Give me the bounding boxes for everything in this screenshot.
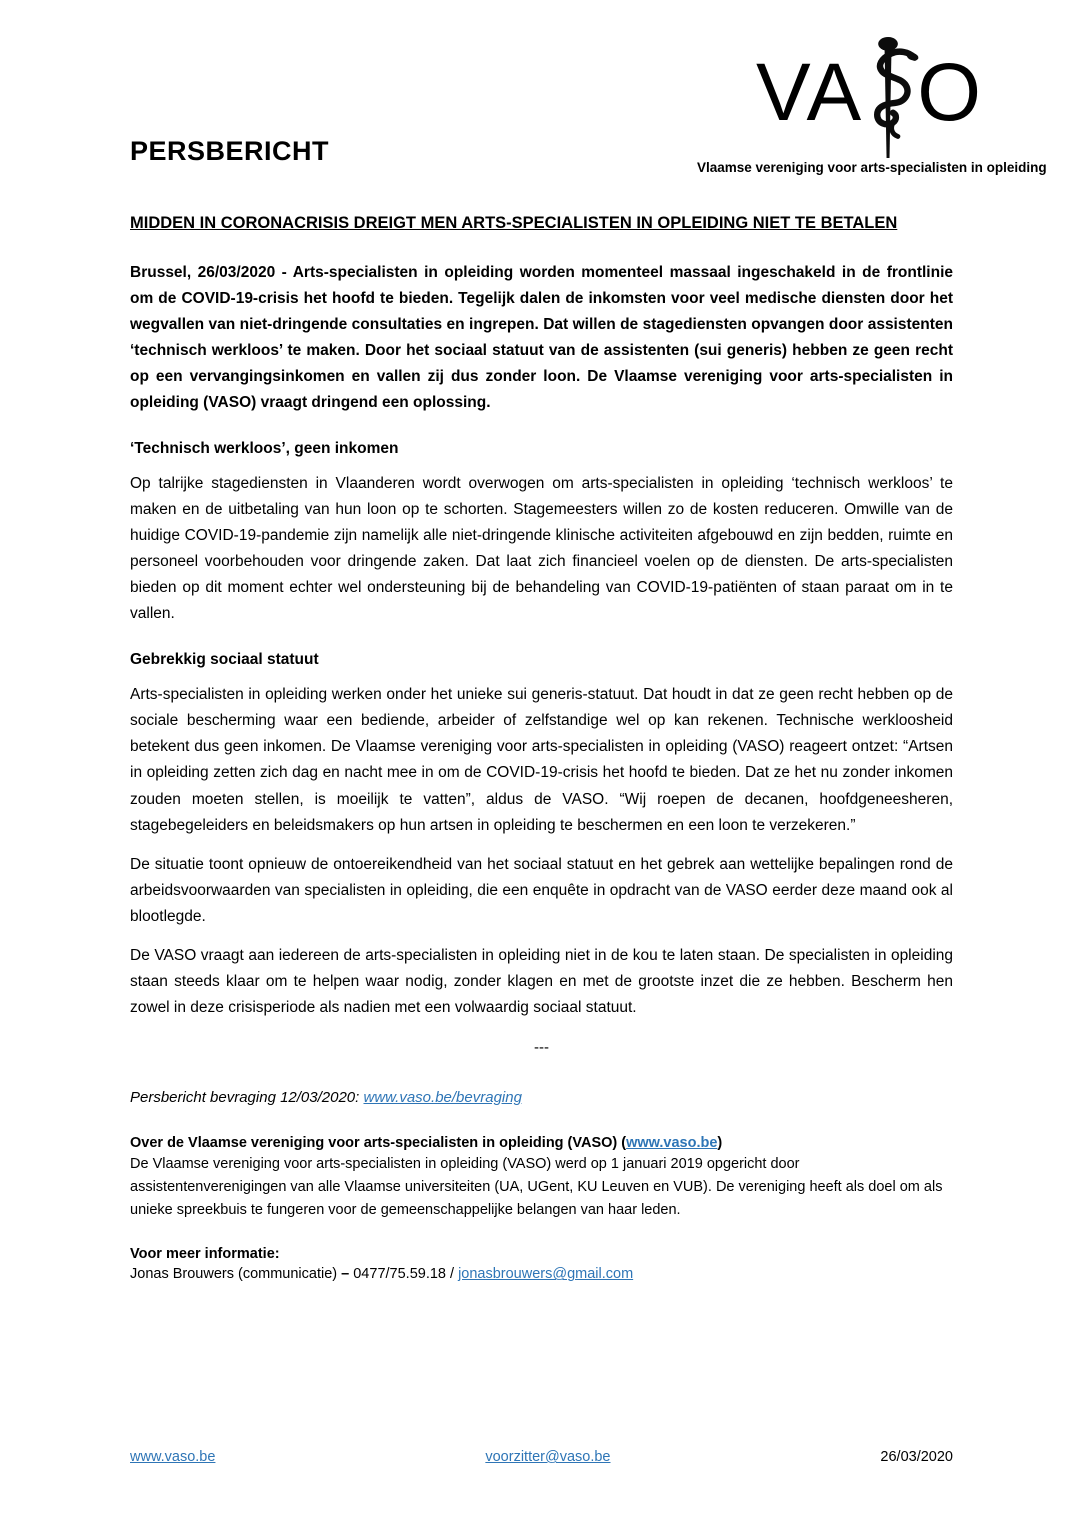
asclepius-rod-icon [859, 34, 921, 162]
footer-email-link[interactable]: voorzitter@vaso.be [485, 1449, 611, 1465]
section-paragraph: De situatie toont opnieuw de ontoereikendheid van het sociaal statuut en het gebrek aan wettelijke bepalingen rond de arbeidsvoorwaarden van specialisten in opleiding, die een enquête in opdracht van de VASO eerder deze maand ook al blootlegde. [130, 855, 953, 925]
vaso-site-link[interactable]: www.vaso.be [626, 1134, 718, 1151]
about-heading [130, 1135, 953, 1151]
section-paragraph: Op talrijke stagediensten in Vlaanderen wordt overwogen om arts-specialisten in opleiding ‘technisch werkloos’ te maken en de uitbetaling van hun loon op te schorten. Stagemeesters willen zo de kosten reduceren. Omwille van de huidige COVID-19-pandemie zijn namelijk alle niet-dringende klinische activiteiten afgebouwd en zijn bedden, ruimte en personeel voorbehouden voor dringende zaken. Dat laat zich financieel voelen op de diensten. De arts-specialisten bieden op dit moment echter wel ondersteuning bij de behandeling van COVID-19-patiënten of staan paraat om in te vallen. [130, 475, 953, 623]
section-heading-technisch-werkloos: ‘Technisch werkloos’, geen inkomen [130, 440, 399, 458]
vaso-logo [697, 34, 1047, 175]
logo-letters-o: O [917, 47, 984, 138]
about-heading-suffix: ) [717, 1134, 723, 1151]
headline: MIDDEN IN CORONACRISIS DREIGT MEN ARTS-SPECIALISTEN IN OPLEIDING NIET TE BETALEN [130, 214, 898, 232]
separator-dashes: --- [534, 1038, 549, 1056]
contact-heading: Voor meer informatie: [130, 1246, 280, 1263]
vaso-logo-wordmark [697, 34, 1042, 152]
page-footer [130, 1449, 953, 1465]
about-body: De Vlaamse vereniging voor arts-specialisten in opleiding (VASO) werd op 1 januari 2019 opgericht door assistentenverenigingen van alle Vlaamse universiteiten (UA, UGent, KU Leuven en VUB). De vereniging heeft als doel om als unieke spreekbuis te fungeren voor de gemeenschappelijke belangen van haar leden. [130, 1155, 943, 1219]
contact-phone: 0477/75.59.18 / [349, 1266, 459, 1283]
logo-tagline: Vlaamse vereniging voor arts-specialisten in opleiding [697, 160, 1047, 175]
section-paragraph: De VASO vraagt aan iedereen de arts-specialisten in opleiding niet in de kou te laten staan. De specialisten in opleiding staan steeds klaar om te helpen waar nodig, zonder klagen en met de grootste inzet die ze hebben. Bescherm hen zowel in deze crisisperiode als nadien met een volwaardig sociaal statuut. [130, 946, 953, 1016]
contact-name: Jonas Brouwers (communicatie) [130, 1266, 342, 1283]
survey-note [130, 1089, 953, 1106]
logo-letters-va: VA [755, 47, 864, 138]
section-paragraph: Arts-specialisten in opleiding werken onder het unieke sui generis-statuut. Dat houdt in dat ze geen recht hebben op de sociale bescherming waar een bediende, arbeider of zelfstandige wel op kan rekenen. Technische werkloosheid betekent dus geen inkomen. De Vlaamse vereniging voor arts-specialisten in opleiding (VASO) reageert ontzet: “Artsen in opleiding zetten zich dag en nacht mee in om de COVID-19-crisis het hoofd te bieden. Dat ze het nu zonder inkomen zouden moeten stellen, is moeilijk te vatten”, aldus de VASO. “Wij roepen de decanen, hoofdgeneesheren, stagebegeleiders en beleidsmakers op hun artsen in opleiding te beschermen en een loon te verzekeren.” [130, 686, 953, 834]
contact-section [130, 1246, 953, 1282]
section-heading-sociaal-statuut: Gebrekkig sociaal statuut [130, 651, 319, 669]
survey-link[interactable]: www.vaso.be/bevraging [363, 1088, 522, 1106]
contact-line [130, 1266, 953, 1282]
survey-note-label: Persbericht bevraging 12/03/2020: [130, 1088, 364, 1106]
document-kicker: PERSBERICHT [130, 136, 330, 166]
contact-dash: – [341, 1266, 350, 1283]
about-section [130, 1135, 953, 1223]
footer-date: 26/03/2020 [880, 1449, 953, 1465]
contact-email-link[interactable]: jonasbrouwers@gmail.com [458, 1266, 634, 1283]
about-heading-text: Over de Vlaamse vereniging voor arts-specialisten in opleiding (VASO) ( [130, 1134, 627, 1151]
footer-site-link[interactable]: www.vaso.be [130, 1449, 216, 1465]
lead-paragraph: Brussel, 26/03/2020 - Arts-specialisten in opleiding worden momenteel massaal ingeschakeld in de frontlinie om de COVID-19-crisis het hoofd te bieden. Tegelijk dalen de inkomsten voor veel medische diensten door het wegvallen van niet-dringende consultaties en ingrepen. Dat willen de stagediensten opvangen door assistenten ‘technisch werkloos’ te maken. Door het sociaal statuut van de assistenten (sui generis) hebben ze geen recht op een vervangingsinkomen en vallen zij dus zonder loon. De Vlaamse vereniging voor arts-specialisten in opleiding (VASO) vraagt dringend een oplossing. [130, 264, 953, 412]
